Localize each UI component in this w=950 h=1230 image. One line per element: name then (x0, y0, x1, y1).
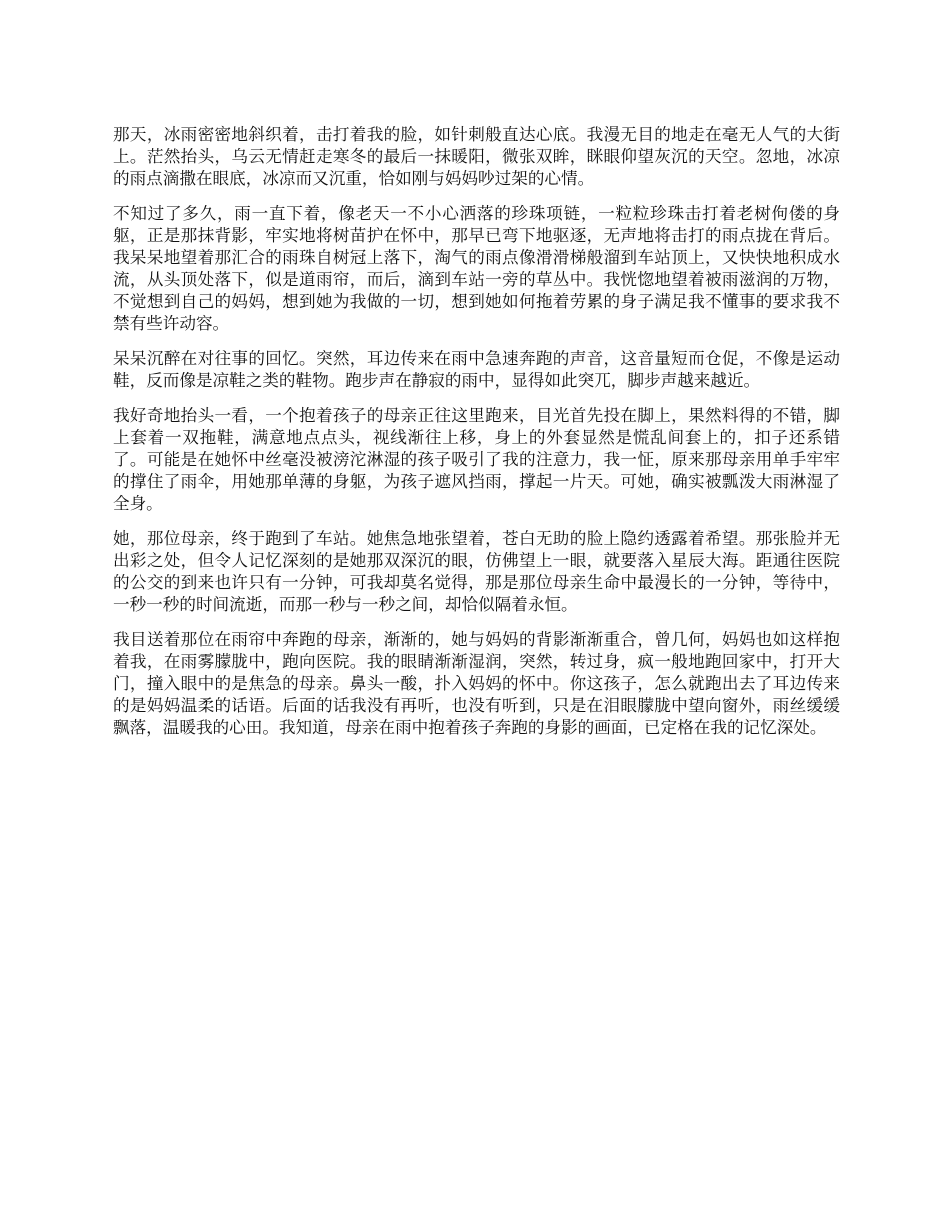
paragraph-6: 我目送着那位在雨帘中奔跑的母亲，渐渐的，她与妈妈的背影渐渐重合，曾几何，妈妈也如这样抱着我，在雨雾朦胧中，跑向医院。我的眼睛渐渐湿润，突然，转过身，疯一般地跑回家中，打开大门，撞入眼中的是焦急的母亲。鼻头一酸，扑入妈妈的怀中。你这孩子，怎么就跑出去了耳边传来的是妈妈温柔的话语。后面的话我没有再听，也没有听到，只是在泪眼朦胧中望向窗外，雨丝缓缓飘落，温暖我的心田。我知道，母亲在雨中抱着孩子奔跑的身影的画面，已定格在我的记忆深处。 (113, 630, 840, 737)
paragraph-2: 不知过了多久，雨一直下着，像老天一不小心洒落的珍珠项链，一粒粒珍珠击打着老树佝偻的身躯，正是那抹背影，牢实地将树苗护在怀中，那早已弯下地驱逐，无声地将击打的雨点拢在背后。我呆呆地望着那汇合的雨珠自树冠上落下，淘气的雨点像滑滑梯般溜到车站顶上，又快快地积成水流，从头顶处落下，似是道雨帘，而后，滴到车站一旁的草丛中。我恍惚地望着被雨滋润的万物，不觉想到自己的妈妈，想到她为我做的一切，想到她如何拖着劳累的身子满足我不懂事的要求我不禁有些许动容。 (113, 204, 840, 333)
paragraph-5: 她，那位母亲，终于跑到了车站。她焦急地张望着，苍白无助的脸上隐约透露着希望。那张脸并无出彩之处，但令人记忆深刻的是她那双深沉的眼，仿佛望上一眼，就要落入星辰大海。距通往医院的公交的到来也许只有一分钟，可我却莫名觉得，那是那位母亲生命中最漫长的一分钟，等待中，一秒一秒的时间流逝，而那一秒与一秒之间，却恰似隔着永恒。 (113, 529, 840, 614)
document-page (113, 124, 840, 752)
paragraph-3: 呆呆沉醉在对往事的回忆。突然，耳边传来在雨中急速奔跑的声音，这音量短而仓促，不像是运动鞋，反而像是凉鞋之类的鞋物。跑步声在静寂的雨中，显得如此突兀，脚步声越来越近。 (113, 349, 840, 390)
paragraph-1: 那天，冰雨密密地斜织着，击打着我的脸，如针刺般直达心底。我漫无目的地走在毫无人气的大街上。茫然抬头，乌云无情赶走寒冬的最后一抹暖阳，微张双眸，眯眼仰望灰沉的天空。忽地，冰凉的雨点滴撒在眼底，冰凉而又沉重，恰如刚与妈妈吵过架的心情。 (113, 125, 840, 188)
paragraph-4: 我好奇地抬头一看，一个抱着孩子的母亲正往这里跑来，目光首先投在脚上，果然料得的不错，脚上套着一双拖鞋，满意地点点头，视线渐往上移，身上的外套显然是慌乱间套上的，扣子还系错了。可能是在她怀中丝毫没被滂沱淋湿的孩子吸引了我的注意力，我一怔，原来那母亲用单手牢牢的撑住了雨伞，用她那单薄的身躯，为孩子遮风挡雨，撑起一片天。可她，确实被瓢泼大雨淋湿了全身。 (113, 406, 840, 513)
